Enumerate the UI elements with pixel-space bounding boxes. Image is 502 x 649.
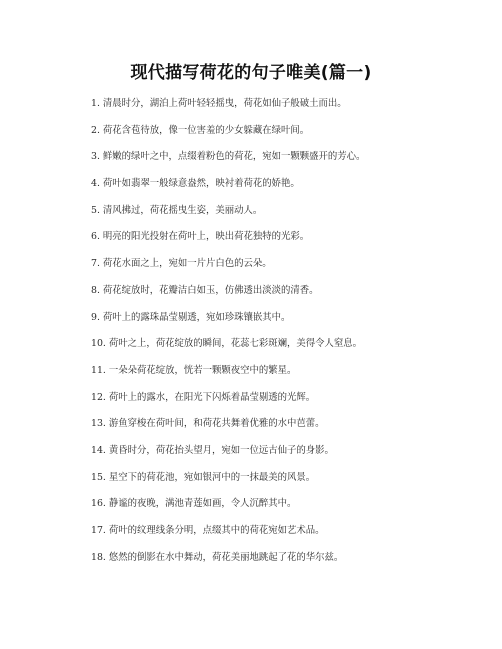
list-item: 17. 荷叶的纹理线条分明，点缀其中的荷花宛如艺术品。	[91, 525, 325, 536]
sentence-list	[91, 97, 491, 577]
list-item: 18. 悠然的倒影在水中舞动，荷花美丽地跳起了花的华尔兹。	[91, 551, 344, 563]
list-item: 15. 星空下的荷花池，宛如银河中的一抹最美的风景。	[91, 471, 316, 483]
list-item: 3. 鲜嫩的绿叶之中，点缀着粉色的荷花，宛如一颗颗盛开的芳心。	[91, 151, 366, 163]
list-item: 13. 游鱼穿梭在荷叶间，和荷花共舞着优雅的水中芭蕾。	[91, 418, 325, 430]
list-item: 6. 明亮的阳光投射在荷叶上，映出荷花独特的光彩。	[91, 231, 310, 243]
list-item: 5. 清风拂过，荷花摇曳生姿，美丽动人。	[91, 204, 263, 216]
list-item: 12. 荷叶上的露水，在阳光下闪烁着晶莹剔透的光辉。	[91, 391, 316, 403]
list-item: 16. 静谧的夜晚，满池青莲如画，令人沉醉其中。	[91, 498, 297, 510]
list-item: 2. 荷花含苞待放，像一位害羞的少女躲藏在绿叶间。	[91, 124, 310, 136]
list-item: 1. 清晨时分，湖泊上荷叶轻轻摇曳，荷花如仙子般破土而出。	[91, 98, 347, 109]
list-item: 8. 荷花绽放时，花瓣洁白如玉，仿佛透出淡淡的清香。	[91, 284, 319, 296]
list-item: 9. 荷叶上的露珠晶莹剔透，宛如珍珠镶嵌其中。	[91, 311, 291, 323]
list-item: 11. 一朵朵荷花绽放，恍若一颗颗夜空中的繁星。	[91, 364, 297, 376]
list-item: 14. 黄昏时分，荷花抬头望月，宛如一位远古仙子的身影。	[91, 444, 334, 456]
list-item: 7. 荷花水面之上，宛如一片片白色的云朵。	[91, 258, 272, 270]
list-item: 4. 荷叶如翡翠一般绿意盎然，映衬着荷花的娇艳。	[91, 178, 300, 190]
document-title: 现代描写荷花的句子唯美(篇一)	[130, 63, 372, 83]
list-item: 10. 荷叶之上，荷花绽放的瞬间，花蕊七彩斑斓，美得令人窒息。	[91, 338, 363, 350]
